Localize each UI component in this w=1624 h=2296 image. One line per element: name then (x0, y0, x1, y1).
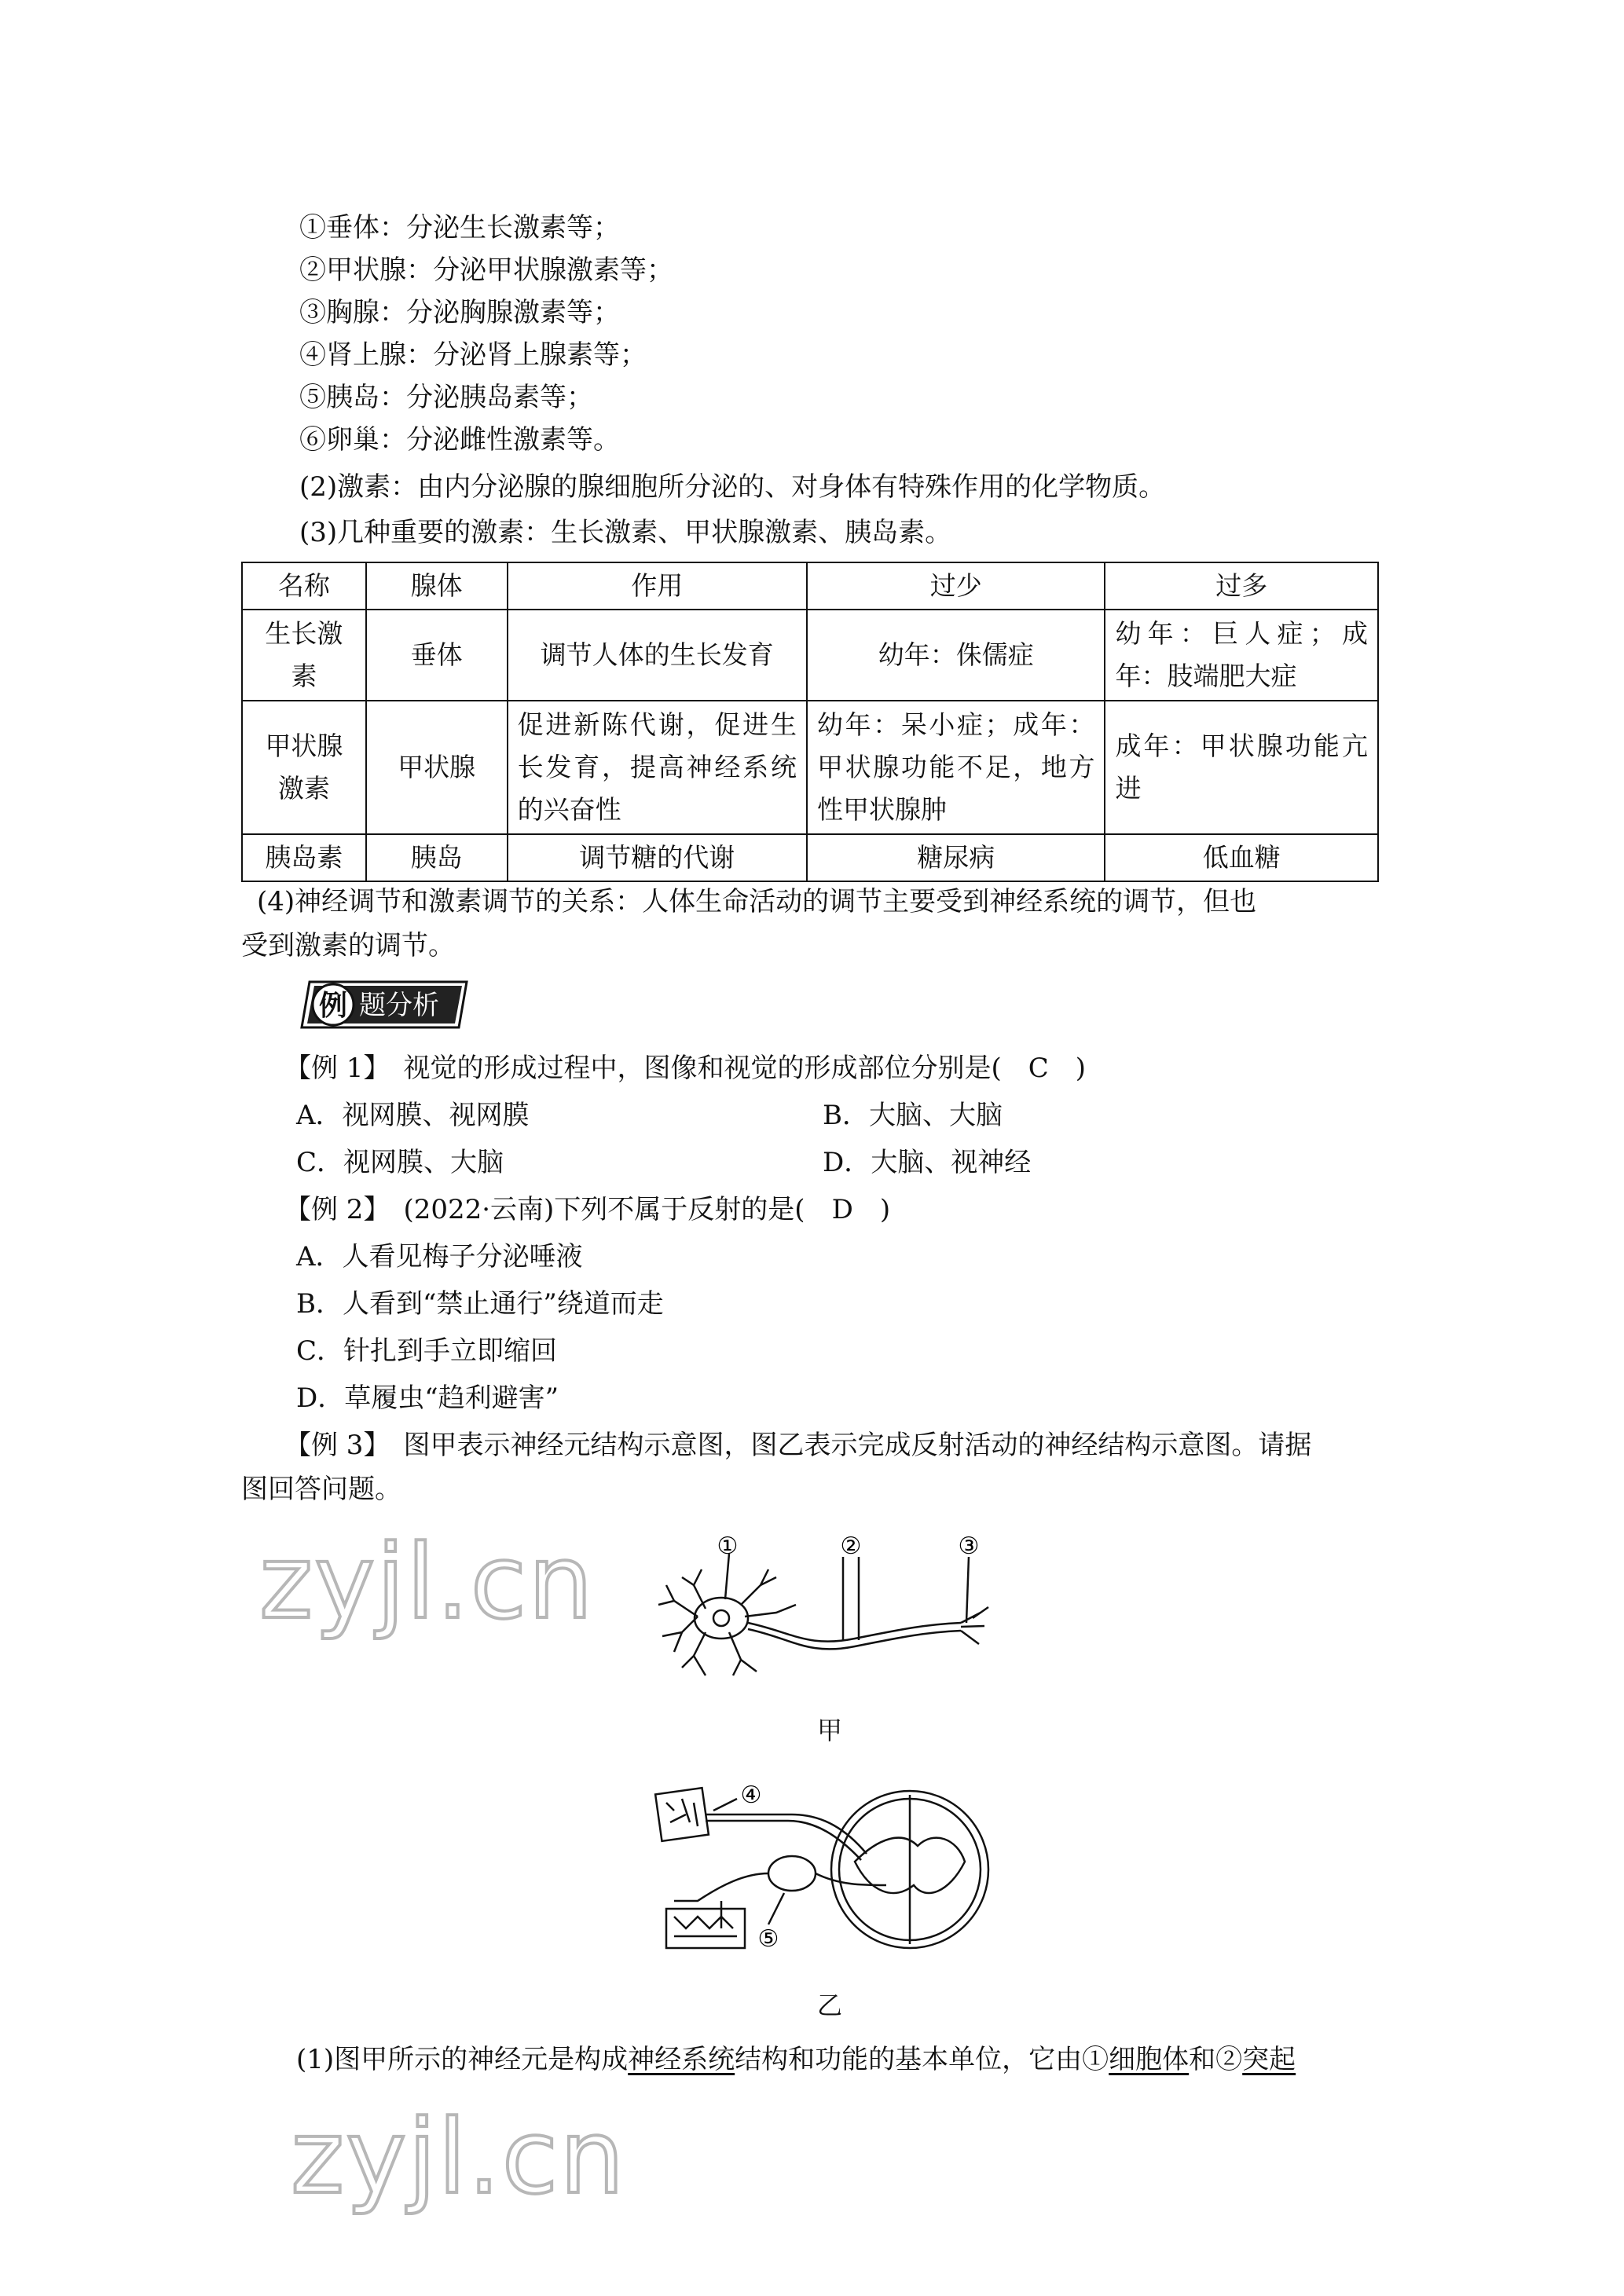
table-cell: 胰岛 (366, 834, 508, 881)
banner-text: 题分析 (359, 990, 439, 1021)
label-1: ① (717, 1532, 739, 1560)
figure-caption-jia: 甲 (817, 1716, 843, 1745)
table-cell: 调节人体的生长发育 (508, 610, 807, 701)
label-2: ② (840, 1532, 862, 1560)
example-analysis-banner (299, 977, 471, 1032)
table-header-cell: 作用 (508, 562, 807, 610)
table-header-cell: 名称 (242, 562, 366, 610)
table-row (242, 610, 1378, 701)
watermark: zyjl.cn (259, 1522, 595, 1642)
label-5: ⑤ (757, 1925, 779, 1953)
label-4: ④ (740, 1782, 762, 1809)
table-cell: 幼年：巨人症；成年：肢端肥大症 (1105, 610, 1378, 701)
answer-mid-1: 结构和功能的基本单位，它由① (735, 2044, 1109, 2075)
relation-line-1: (4)神经调节和激素调节的关系：人体生命活动的调节主要受到神经系统的调节，但也 (257, 886, 1257, 917)
table-cell: 垂体 (366, 610, 508, 701)
answer-prefix: (1)图甲所示的神经元是构成 (296, 2044, 629, 2075)
table-header-cell: 腺体 (366, 562, 508, 610)
neuron-diagram (651, 1530, 996, 1687)
ex1-option-b: B．大脑、大脑 (823, 1100, 1003, 1131)
gland-item: ⑤胰岛：分泌胰岛素等； (299, 382, 593, 413)
gland-item: ④肾上腺：分泌肾上腺素等； (299, 339, 647, 371)
table-row (242, 834, 1378, 881)
table-cell: 成年：甲状腺功能亢进 (1105, 701, 1378, 834)
table-cell: 调节糖的代谢 (508, 834, 807, 881)
important-hormones: (3)几种重要的激素：生长激素、甲状腺激素、胰岛素。 (299, 517, 952, 548)
table-row (242, 701, 1378, 834)
ex1-question: 【例 1】 视觉的形成过程中，图像和视觉的形成部位分别是( C ) (284, 1053, 1086, 1084)
relation-line-2: 受到激素的调节。 (241, 930, 455, 961)
ex1-option-d: D．大脑、视神经 (823, 1147, 1032, 1178)
figure-caption-yi: 乙 (817, 1990, 843, 2020)
ex2-option-b: B．人看到“禁止通行”绕道而走 (296, 1288, 664, 1320)
table-cell: 甲状腺激素 (242, 701, 366, 834)
table-cell: 促进新陈代谢，促进生长发育，提高神经系统的兴奋性 (508, 701, 807, 834)
table-header-row (242, 562, 1378, 610)
label-3: ③ (958, 1532, 980, 1560)
gland-item: ②甲状腺：分泌甲状腺激素等； (299, 255, 673, 286)
ex3-line-2: 图回答问题。 (241, 1474, 401, 1505)
ex1-option-c: C．视网膜、大脑 (296, 1147, 504, 1178)
answer-blank-2: 细胞体 (1109, 2044, 1190, 2075)
hormone-table (241, 562, 1379, 882)
answer-mid-2: 和② (1189, 2044, 1243, 2075)
gland-item: ③胸腺：分泌胸腺激素等； (299, 297, 620, 328)
gland-item: ⑥卵巢：分泌雌性激素等。 (299, 424, 620, 456)
watermark: zyjl.cn (291, 2097, 626, 2217)
hormone-definition: (2)激素：由内分泌腺的腺细胞所分泌的、对身体有特殊作用的化学物质。 (299, 471, 1166, 503)
ex2-option-d: D．草履虫“趋利避害” (296, 1382, 559, 1414)
ex3-line-1: 【例 3】 图甲表示神经元结构示意图，图乙表示完成反射活动的神经结构示意图。请据 (284, 1430, 1312, 1461)
table-cell: 糖尿病 (807, 834, 1105, 881)
table-cell: 幼年：呆小症；成年：甲状腺功能不足，地方性甲状腺肿 (807, 701, 1105, 834)
ex1-option-a: A．视网膜、视网膜 (296, 1100, 530, 1131)
table-cell: 胰岛素 (242, 834, 366, 881)
answer-blank-3: 突起 (1242, 2044, 1296, 2075)
table-header-cell: 过少 (807, 562, 1105, 610)
table-cell: 生长激素 (242, 610, 366, 701)
answer-blank-1: 神经系统 (628, 2044, 735, 2075)
banner-first-char: 例 (318, 990, 348, 1022)
reflex-arc-diagram (651, 1767, 996, 1972)
ex2-question: 【例 2】 (2022·云南)下列不属于反射的是( D ) (284, 1194, 891, 1225)
table-cell: 低血糖 (1105, 834, 1378, 881)
table-header-cell: 过多 (1105, 562, 1378, 610)
gland-item: ①垂体：分泌生长激素等； (299, 212, 620, 244)
table-cell: 幼年：侏儒症 (807, 610, 1105, 701)
ex2-option-c: C．针扎到手立即缩回 (296, 1335, 558, 1367)
ex2-option-a: A．人看见梅子分泌唾液 (296, 1241, 583, 1273)
table-cell: 甲状腺 (366, 701, 508, 834)
answer-line (296, 2042, 1296, 2077)
